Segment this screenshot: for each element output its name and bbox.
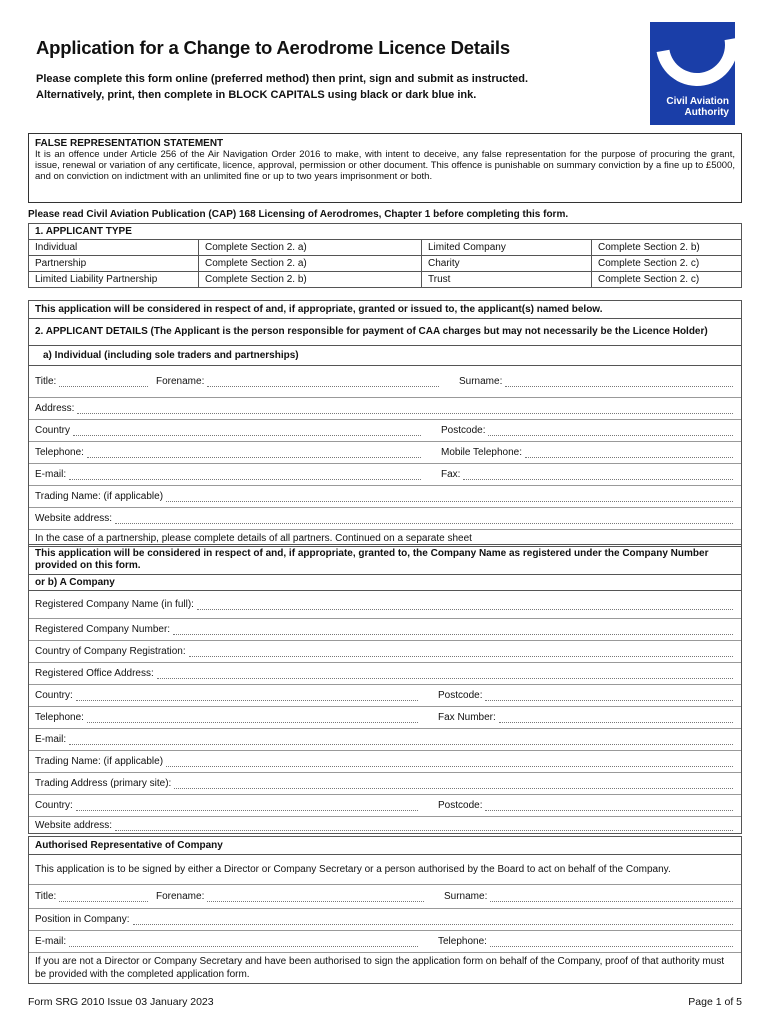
caa-logo [650,22,735,125]
forename-label: Forename: [156,891,205,902]
website-input[interactable] [115,515,733,524]
surname-label: Surname: [459,376,503,387]
reg-office-label: Registered Office Address: [35,668,154,679]
table-row [29,272,742,288]
country-input[interactable] [76,802,418,811]
footer-page-number: Page 1 of 5 [688,996,742,1008]
telephone-input[interactable] [490,938,733,947]
reg-office-row [29,663,741,685]
telephone-label: Telephone: [35,447,84,458]
type-cell[interactable]: Partnership [29,256,199,272]
form-title: Application for a Change to Aerodrome Licence Details [36,37,510,58]
false-statement-title: FALSE REPRESENTATION STATEMENT [35,138,224,149]
applicant-type-header: 1. APPLICANT TYPE [29,224,742,240]
s2a-name-row [29,366,741,398]
false-representation-box [28,133,742,203]
s2a-website-row [29,508,741,530]
surname-label: Surname: [444,891,488,902]
postcode-label: Postcode: [438,800,483,811]
fax-label: Fax: [441,469,461,480]
type-action: Complete Section 2. c) [592,272,742,288]
telephone-input[interactable] [87,714,418,723]
reg-name-row [29,591,741,619]
s2b-subheader: or b) A Company [29,575,741,591]
postcode-label: Postcode: [438,690,483,701]
type-action: Complete Section 2. a) [199,256,422,272]
postcode-label: Postcode: [441,425,486,436]
intro-line-2: Alternatively, print, then complete in BLOCK CAPITALS using black or dark blue ink. [36,89,477,101]
website-label: Website address: [35,819,113,831]
telephone-label: Telephone: [35,712,84,723]
telephone-input[interactable] [87,449,421,458]
auth-proof-text: If you are not a Director or Company Secretary and have been authorised to sign the application form on behalf of the Company, proof of that authority must be provided with the completed application form. [35,956,725,980]
reg-number-label: Registered Company Number: [35,624,171,635]
footer-form-id: Form SRG 2010 Issue 03 January 2023 [28,996,214,1008]
title-input[interactable] [59,378,148,387]
applicant-type-section [28,223,742,288]
postcode-input[interactable] [488,427,733,436]
s2a-trading-row [29,486,741,508]
email-input[interactable] [69,938,418,947]
s2a-telephone-row [29,442,741,464]
logo-text [666,96,729,118]
section-2b [28,544,742,834]
intro-text [36,71,636,103]
fax-label: Fax Number: [438,712,496,723]
auth-position-row [29,909,741,931]
email-label: E-mail: [35,734,67,745]
section-2a [28,300,742,547]
forename-input[interactable] [207,378,439,387]
applicant-type-table [28,223,742,288]
auth-header: Authorised Representative of Company [29,837,741,855]
address-label: Address: [35,403,75,414]
logo-line-1: Civil Aviation [666,96,729,107]
fax-input[interactable] [499,714,733,723]
type-action: Complete Section 2. b) [199,272,422,288]
postcode-input[interactable] [485,802,733,811]
table-row [29,256,742,272]
reg-number-input[interactable] [173,626,733,635]
auth-text: This application is to be signed by either a Director or Company Secretary or a person authorised by the Board to act on behalf of the Company. [29,855,741,885]
title-label: Title: [35,891,57,902]
type-cell[interactable]: Individual [29,240,199,256]
type-action: Complete Section 2. a) [199,240,422,256]
s2b-note: This application will be considered in respect of and, if appropriate, granted to, the Company Name as registered under the Company Number provided on this form. [29,545,741,575]
trading-name-label: Trading Name: (if applicable) [35,756,164,767]
s2a-email-row [29,464,741,486]
country-label: Country: [35,690,73,701]
title-label: Title: [35,376,57,387]
address-input[interactable] [77,405,733,414]
forename-input[interactable] [207,893,424,902]
country-reg-label: Country of Company Registration: [35,646,186,657]
logo-crescent-icon [650,22,735,102]
reg-office-input[interactable] [157,670,733,679]
false-statement-body: It is an offence under Article 256 of the Air Navigation Order 2016 to make, with intent to deceive, any false representation for the purpose of procuring the grant, issue, renewal or variation of any certificate, licence, approval, permission or other document. This offence is punishable on summary conviction by a fine up to £5000, and on conviction on indictment with an unlimited fine or up to two years imprisonment or both. [35,149,735,182]
mobile-label: Mobile Telephone: [441,447,522,458]
reg-name-label: Registered Company Name (in full): [35,599,194,610]
s2a-subheader: a) Individual (including sole traders and partnerships) [29,346,741,366]
email-label: E-mail: [35,469,67,480]
logo-line-2: Authority [684,107,729,118]
type-cell[interactable]: Charity [422,256,592,272]
email-input[interactable] [69,471,421,480]
website-input[interactable] [115,822,733,831]
type-action: Complete Section 2. b) [592,240,742,256]
position-label: Position in Company: [35,914,130,925]
s2a-country-row [29,420,741,442]
s2b-website-row [29,817,741,833]
trading-address-label: Trading Address (primary site): [35,778,172,789]
s2b-trading-name-row [29,751,741,773]
s2a-address-row [29,398,741,420]
type-cell[interactable]: Trust [422,272,592,288]
trading-name-input[interactable] [166,493,733,502]
intro-line-1: Please complete this form online (preferred method) then print, sign and submit as instructed. [36,73,529,85]
reg-num-row [29,619,741,641]
trading-name-input[interactable] [166,758,733,767]
email-input[interactable] [69,736,733,745]
telephone-label: Telephone: [438,936,487,947]
type-action: Complete Section 2. c) [592,256,742,272]
trading-name-label: Trading Name: (if applicable) [35,491,164,502]
s2b-country2-row [29,795,741,817]
country-reg-input[interactable] [189,648,733,657]
auth-name-row [29,885,741,909]
position-input[interactable] [133,916,734,925]
country-label: Country [35,425,71,436]
s2b-trading-addr-row [29,773,741,795]
country-input[interactable] [73,427,421,436]
forename-label: Forename: [156,376,205,387]
mobile-input[interactable] [525,449,733,458]
country-label: Country: [35,800,73,811]
postcode-input[interactable] [485,692,733,701]
surname-input[interactable] [505,378,733,387]
type-cell[interactable]: Limited Liability Partnership [29,272,199,288]
authorised-representative-section [28,836,742,984]
s2b-telephone-row [29,707,741,729]
trading-address-input[interactable] [174,780,733,789]
surname-input[interactable] [490,893,733,902]
s2b-email-row [29,729,741,751]
type-cell[interactable]: Limited Company [422,240,592,256]
partnership-note: In the case of a partnership, please complete details of all partners. Continued on a separate sheet [35,532,472,544]
country-input[interactable] [76,692,418,701]
website-label: Website address: [35,513,113,524]
s2a-header: 2. APPLICANT DETAILS (The Applicant is the person responsible for payment of CAA charges but may not necessarily be the Licence Holder) [29,319,741,346]
email-label: E-mail: [35,936,67,947]
auth-email-row [29,931,741,953]
s2b-country-row [29,685,741,707]
table-row [29,240,742,256]
reg-name-input[interactable] [197,601,733,610]
title-input[interactable] [59,893,148,902]
cap-note: Please read Civil Aviation Publication (CAP) 168 Licensing of Aerodromes, Chapter 1 before completing this form. [28,209,569,220]
s2a-note: This application will be considered in respect of and, if appropriate, granted or issued to, the applicant(s) named below. [29,301,741,319]
fax-input[interactable] [463,471,733,480]
country-reg-row [29,641,741,663]
